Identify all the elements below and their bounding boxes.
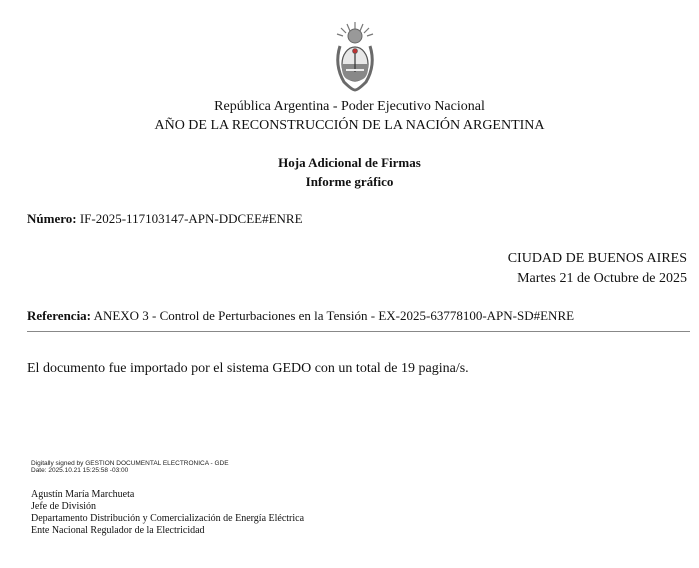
signer-entity: Ente Nacional Regulador de la Electricidad [31,525,205,536]
digital-signature-line-1: Digitally signed by GESTION DOCUMENTAL ELECTRONICA - GDE [31,460,229,467]
numero-label: Número: [27,211,77,226]
signer-name: Agustín María Marchueta [31,489,135,500]
signer-role: Jefe de División [31,501,96,512]
header-line-1: República Argentina - Poder Ejecutivo Nacional [214,99,485,114]
referencia-value: ANEXO 3 - Control de Perturbaciones en la Tensión - EX-2025-63778100-APN-SD#ENRE [93,308,575,323]
body-text: El documento fue importado por el sistema GEDO con un total de 19 pagina/s. [27,361,469,376]
numero-value: IF-2025-117103147-APN-DDCEE#ENRE [79,211,303,226]
referencia-row [27,308,574,324]
date: Martes 21 de Octubre de 2025 [517,271,687,286]
numero-row [27,211,303,227]
header-line-2: AÑO DE LA RECONSTRUCCIÓN DE LA NACIÓN ARGENTINA [154,118,545,133]
coat-of-arms-icon [332,20,378,94]
divider [27,331,690,332]
document-title: Hoja Adicional de Firmas [278,155,421,170]
referencia-label: Referencia: [27,308,92,323]
document-subtitle: Informe gráfico [305,174,394,189]
place: CIUDAD DE BUENOS AIRES [507,251,687,266]
signer-department: Departamento Distribución y Comercialización de Energía Eléctrica [31,513,305,524]
digital-signature-line-2: Date: 2025.10.21 15:25:58 -03:00 [31,467,129,474]
